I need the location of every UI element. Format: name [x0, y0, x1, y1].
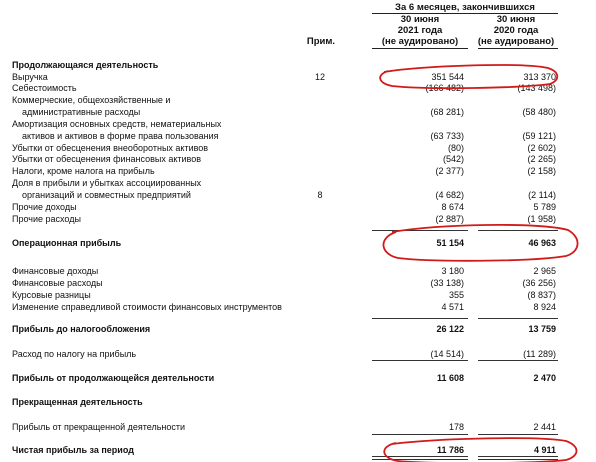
value-2021: 11 608	[436, 373, 464, 383]
row-label: Чистая прибыль за период	[12, 445, 134, 455]
double-line-2020	[478, 456, 558, 457]
subtotal-line-2020	[478, 434, 558, 435]
statement-row	[0, 372, 596, 384]
value-2020: (36 256)	[522, 278, 556, 288]
row-label: Продолжающаяся деятельность	[12, 60, 159, 70]
row-label: Коммерческие, общехозяйственные и	[12, 95, 171, 105]
statement-row	[0, 396, 596, 408]
row-label: организаций и совместных предприятий	[22, 190, 191, 200]
value-2021: 8 674	[441, 202, 464, 212]
value-2020: 2 965	[533, 266, 556, 276]
statement-row	[0, 265, 596, 277]
subtotal-line-2021	[372, 434, 468, 435]
row-label: Расход по налогу на прибыль	[12, 349, 137, 359]
column-2021-audit: (не аудировано)	[381, 36, 459, 47]
note-column-header: Прим.	[306, 36, 336, 47]
statement-row	[0, 421, 596, 433]
value-2021: (33 138)	[430, 278, 464, 288]
row-label: Прибыль от продолжающейся деятельности	[12, 373, 215, 383]
row-label: административные расходы	[22, 107, 141, 117]
value-2020: (2 114)	[528, 190, 556, 200]
row-label: Прекращенная деятельность	[12, 397, 143, 407]
column-2021-year: 2021 года	[397, 25, 443, 36]
subtotal-line-2020	[478, 230, 558, 231]
double-line-2020	[478, 459, 558, 460]
value-2021: 4 571	[441, 302, 464, 312]
row-label: активов и активов в форме права пользования	[22, 131, 219, 141]
value-2020: (2 158)	[527, 166, 556, 176]
value-2020: (2 602)	[527, 143, 556, 153]
row-note: 12	[314, 72, 325, 82]
statement-row	[0, 177, 596, 189]
row-label: Прибыль от прекращенной деятельности	[12, 422, 186, 432]
subtotal-line-2021	[372, 360, 468, 361]
value-2021: (166 482)	[425, 83, 464, 93]
value-2020: (1 958)	[527, 214, 556, 224]
statement-row	[0, 189, 596, 201]
row-label: Операционная прибыль	[12, 238, 122, 248]
double-line-2021	[372, 456, 468, 457]
double-line-2021	[372, 459, 468, 460]
value-2020: 46 963	[528, 238, 556, 248]
column-2020-header	[470, 14, 562, 47]
statement-row	[0, 444, 596, 456]
statement-row	[0, 323, 596, 335]
statement-row	[0, 237, 596, 249]
value-2021: (542)	[442, 154, 464, 164]
value-2020: (8 837)	[527, 290, 556, 300]
column-2021-header	[372, 14, 468, 47]
row-label: Прочие доходы	[12, 202, 77, 212]
value-2021: 3 180	[441, 266, 464, 276]
row-label: Налоги, кроме налога на прибыль	[12, 166, 155, 176]
statement-row	[0, 348, 596, 360]
value-2020: 8 924	[533, 302, 556, 312]
subtotal-line-2020	[478, 360, 558, 361]
value-2020: (2 265)	[527, 154, 556, 164]
value-2021: 351 544	[431, 72, 464, 82]
statement-row	[0, 59, 596, 71]
statement-row	[0, 130, 596, 142]
value-2020: 313 370	[523, 72, 556, 82]
statement-row	[0, 153, 596, 165]
row-label: Прочие расходы	[12, 214, 81, 224]
value-2021: (80)	[447, 143, 464, 153]
value-2020: (59 121)	[522, 131, 556, 141]
statement-row	[0, 201, 596, 213]
row-label: Финансовые доходы	[12, 266, 99, 276]
row-label: Выручка	[12, 72, 48, 82]
row-label: Амортизация основных средств, нематериальных	[12, 119, 222, 129]
statement-row	[0, 213, 596, 225]
value-2020: 2 441	[533, 422, 556, 432]
header-bottom-rule-2021	[372, 48, 468, 49]
row-note: 8	[317, 190, 323, 200]
value-2020: (143 498)	[517, 83, 556, 93]
value-2020: 5 789	[533, 202, 556, 212]
row-label: Убытки от обесценения финансовых активов	[12, 154, 202, 164]
header-bottom-rule-2020	[478, 48, 558, 49]
row-label: Финансовые расходы	[12, 278, 103, 288]
statement-row	[0, 82, 596, 94]
value-2021: (14 514)	[430, 349, 464, 359]
value-2020: (58 480)	[522, 107, 556, 117]
statement-row	[0, 118, 596, 130]
statement-row	[0, 94, 596, 106]
value-2021: 26 122	[436, 324, 464, 334]
value-2021: (2 377)	[435, 166, 464, 176]
value-2020: (11 289)	[523, 349, 556, 359]
statement-row	[0, 289, 596, 301]
value-2021: (63 733)	[430, 131, 464, 141]
subtotal-line-2020	[478, 318, 558, 319]
period-header: За 6 месяцев, закончившихся	[395, 2, 535, 13]
row-label: Изменение справедливой стоимости финансовых инструментов	[12, 302, 282, 312]
value-2021: (4 682)	[435, 190, 464, 200]
value-2021: 178	[448, 422, 464, 432]
column-2020-audit: (не аудировано)	[477, 36, 555, 47]
column-2020-year: 2020 года	[493, 25, 539, 36]
row-label: Убытки от обесценения внеоборотных активов	[12, 143, 209, 153]
value-2021: (68 281)	[430, 107, 464, 117]
column-2021-date: 30 июня	[400, 14, 440, 25]
value-2020: 13 759	[528, 324, 556, 334]
statement-row	[0, 277, 596, 289]
value-2021: 51 154	[436, 238, 464, 248]
row-label: Прибыль до налогообложения	[12, 324, 151, 334]
value-2020: 4 911	[533, 445, 556, 455]
subtotal-line-2021	[372, 318, 468, 319]
subtotal-line-2021	[372, 230, 468, 231]
statement-row	[0, 106, 596, 118]
statement-row	[0, 165, 596, 177]
row-label: Доля в прибыли и убытках ассоциированных	[12, 178, 202, 188]
column-2020-date: 30 июня	[496, 14, 536, 25]
value-2021: 355	[448, 290, 464, 300]
row-label: Курсовые разницы	[12, 290, 91, 300]
row-label: Себестоимость	[12, 83, 77, 93]
value-2020: 2 470	[533, 373, 556, 383]
value-2021: (2 887)	[435, 214, 464, 224]
statement-row	[0, 301, 596, 313]
value-2021: 11 786	[436, 445, 464, 455]
